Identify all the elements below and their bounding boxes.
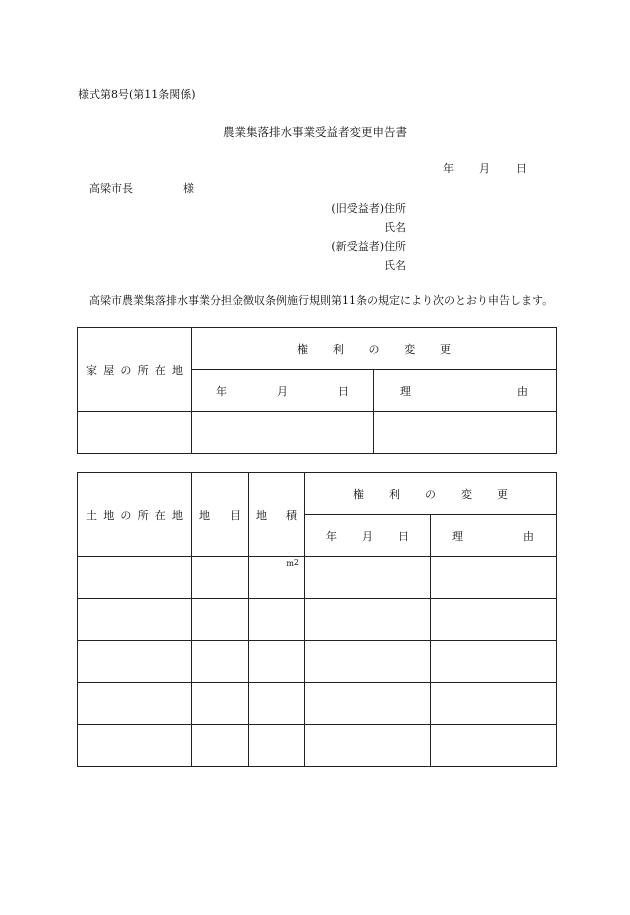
area-unit: m2 <box>286 558 299 568</box>
land-category-label: 地 目 <box>199 508 241 522</box>
table-row <box>78 641 557 683</box>
declaration-text: 高梁市農業集落排水事業分担金徴収条例施行規則第11条の規定により次のとおり申告します。 <box>89 294 554 307</box>
table-row <box>78 557 557 599</box>
land-location-header <box>78 473 192 557</box>
land-area-label: 地 積 <box>256 508 297 522</box>
land-reason-cell[interactable] <box>431 557 557 599</box>
land-reason-header <box>431 515 557 557</box>
land-category-cell[interactable] <box>192 641 249 683</box>
table-row <box>78 599 557 641</box>
land-rights-header <box>305 473 557 515</box>
land-reason-cell[interactable] <box>431 725 557 767</box>
land-location-label: 土 地 の 所 在 地 <box>86 508 183 522</box>
land-area-cell[interactable] <box>249 599 305 641</box>
house-reason-label: 理 由 <box>400 384 528 398</box>
land-category-cell[interactable] <box>192 683 249 725</box>
table-row <box>78 725 557 767</box>
land-location-cell[interactable] <box>78 641 192 683</box>
new-address-label: (新受益者)住所 <box>331 240 406 253</box>
house-rights-label: 権 利 の 変 更 <box>297 342 451 356</box>
house-date-header <box>192 370 374 412</box>
land-location-cell[interactable] <box>78 725 192 767</box>
house-location-label: 家 屋 の 所 在 地 <box>86 363 183 377</box>
land-reason-cell[interactable] <box>431 641 557 683</box>
land-area-cell[interactable] <box>249 683 305 725</box>
land-location-cell[interactable] <box>78 683 192 725</box>
land-date-cell[interactable] <box>305 599 431 641</box>
date-year-label: 年 <box>443 162 454 175</box>
house-date-cell[interactable] <box>192 412 374 454</box>
land-rights-label: 権 利 の 変 更 <box>353 487 508 501</box>
land-category-cell[interactable] <box>192 557 249 599</box>
land-reason-cell[interactable] <box>431 599 557 641</box>
old-name-label: 氏名 <box>384 221 406 234</box>
land-location-cell[interactable] <box>78 557 192 599</box>
land-area-cell[interactable] <box>249 641 305 683</box>
land-area-cell[interactable] <box>249 725 305 767</box>
land-reason-label: 理 由 <box>452 529 534 543</box>
table-row <box>78 683 557 725</box>
house-location-header <box>78 328 192 412</box>
land-date-cell[interactable] <box>305 557 431 599</box>
house-table <box>77 327 557 454</box>
date-month-label: 月 <box>479 162 490 175</box>
form-number: 様式第8号(第11条関係) <box>78 88 196 101</box>
land-area-cell[interactable] <box>249 557 305 599</box>
land-date-label: 年 月 日 <box>326 529 409 543</box>
old-address-label: (旧受益者)住所 <box>331 202 406 215</box>
land-date-cell[interactable] <box>305 641 431 683</box>
house-date-label: 年 月 日 <box>216 384 349 398</box>
land-area-header <box>249 473 305 557</box>
new-name-label: 氏名 <box>384 259 406 272</box>
house-reason-cell[interactable] <box>374 412 557 454</box>
land-table <box>77 472 557 767</box>
land-category-header <box>192 473 249 557</box>
house-rights-header <box>192 328 557 370</box>
document-title: 農業集落排水事業受益者変更申告書 <box>223 125 407 139</box>
land-date-cell[interactable] <box>305 725 431 767</box>
land-location-cell[interactable] <box>78 599 192 641</box>
table-row <box>78 412 557 454</box>
house-reason-header <box>374 370 557 412</box>
date-day-label: 日 <box>516 162 527 175</box>
land-date-header <box>305 515 431 557</box>
land-category-cell[interactable] <box>192 599 249 641</box>
land-category-cell[interactable] <box>192 725 249 767</box>
land-date-cell[interactable] <box>305 683 431 725</box>
house-location-cell[interactable] <box>78 412 192 454</box>
land-reason-cell[interactable] <box>431 683 557 725</box>
addressee-honorific: 様 <box>183 182 194 195</box>
addressee-name: 高梁市長 <box>89 182 133 195</box>
